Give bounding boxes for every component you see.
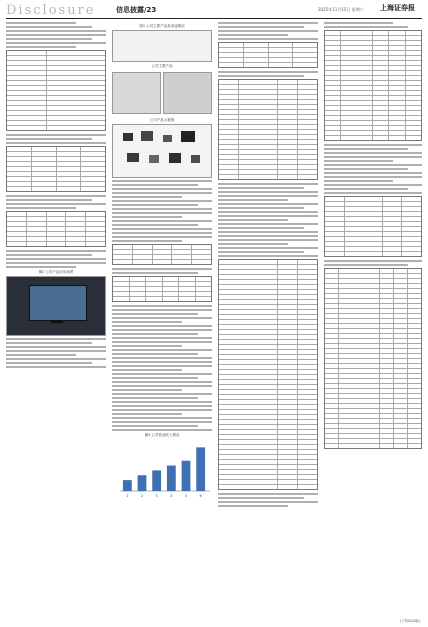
text-line (324, 176, 422, 178)
column-3 (218, 22, 318, 622)
text-line (112, 425, 198, 427)
product-image-1 (112, 30, 212, 62)
data-table (324, 30, 422, 141)
text-line (324, 22, 393, 24)
bar (196, 447, 205, 491)
text-line (112, 337, 212, 339)
text-line (218, 239, 318, 241)
text-line (112, 188, 212, 190)
text-line (6, 350, 106, 352)
text-line (6, 338, 106, 340)
text-line (112, 184, 198, 186)
page-header (0, 0, 428, 18)
product-image-3 (163, 72, 212, 114)
text-line (112, 313, 198, 315)
text-line (6, 46, 76, 48)
text-line (6, 250, 106, 252)
text-line (218, 199, 288, 201)
data-table (324, 268, 422, 449)
text-line (6, 199, 92, 201)
text-line (112, 413, 182, 415)
data-table (6, 146, 106, 192)
bar (182, 461, 191, 491)
text-line (112, 429, 212, 431)
text-line (6, 26, 92, 28)
figure-caption: 公司产品示意图 (149, 118, 175, 122)
text-line (6, 195, 106, 197)
text-line (324, 188, 408, 190)
data-table (218, 259, 318, 490)
bar (123, 480, 132, 491)
text-line (218, 26, 304, 28)
text-line (112, 321, 182, 323)
data-table (6, 211, 106, 247)
text-line (112, 305, 212, 307)
column-2 (112, 22, 212, 622)
text-line (112, 196, 182, 198)
text-line (112, 365, 212, 367)
product-image-2 (112, 72, 161, 114)
text-line (112, 180, 212, 182)
text-line (6, 258, 106, 260)
text-line (112, 393, 212, 395)
text-line (112, 369, 182, 371)
text-line (112, 268, 212, 270)
text-line (6, 134, 106, 136)
text-line (112, 208, 212, 210)
text-line (112, 421, 212, 423)
text-line (6, 354, 76, 356)
tv-screen (29, 285, 87, 321)
text-line (112, 317, 212, 319)
text-line (6, 38, 92, 40)
text-line (112, 377, 198, 379)
x-tick-label: 3 (155, 494, 158, 498)
text-line (6, 30, 106, 32)
text-line (218, 203, 318, 205)
text-line (112, 353, 198, 355)
text-line (324, 152, 422, 154)
continued-note: (下转B24版) (399, 619, 420, 623)
text-line (112, 345, 182, 347)
bar-chart (112, 439, 212, 499)
text-line (218, 75, 304, 77)
text-line (112, 417, 212, 419)
chip-shape (141, 131, 153, 141)
data-table (218, 79, 318, 180)
chip-shape (191, 155, 200, 163)
text-line (6, 342, 92, 344)
text-line (218, 251, 304, 253)
text-line (112, 204, 198, 206)
text-line (112, 329, 212, 331)
text-line (6, 366, 106, 368)
chip-shape (123, 133, 133, 141)
text-line (324, 26, 408, 28)
text-line (218, 505, 288, 507)
text-line (218, 207, 304, 209)
text-line (218, 215, 318, 217)
text-line (6, 254, 92, 256)
text-line (218, 22, 318, 24)
text-line (218, 38, 318, 40)
chip-shape (149, 155, 159, 163)
text-line (218, 235, 318, 237)
text-line (112, 192, 212, 194)
text-line (112, 309, 212, 311)
text-line (218, 219, 288, 221)
chips-image (112, 124, 212, 178)
x-tick-label: 2 (140, 494, 144, 498)
text-line (324, 160, 393, 162)
text-line (112, 349, 212, 351)
text-line (218, 211, 318, 213)
issue-date: 2025年11月15日 星期六 (318, 7, 364, 12)
text-line (324, 168, 408, 170)
x-tick-label: 5 (184, 494, 188, 498)
column-1 (6, 22, 106, 622)
bar (167, 466, 176, 491)
figure-caption: 公司主要产品 (151, 64, 173, 68)
text-line (6, 203, 106, 205)
text-line (6, 362, 92, 364)
text-line (112, 333, 198, 335)
text-line (112, 389, 182, 391)
text-line (218, 187, 304, 189)
data-table (218, 42, 318, 68)
text-line (218, 30, 318, 32)
bar (152, 470, 161, 491)
text-line (324, 164, 422, 166)
data-table (112, 244, 212, 265)
text-line (324, 172, 422, 174)
tv-stand (51, 320, 63, 323)
text-line (112, 357, 212, 359)
header-rule (6, 18, 422, 19)
text-line (112, 381, 212, 383)
figure-caption: 图3 公司营业收入情况 (144, 433, 180, 437)
text-line (218, 183, 318, 185)
text-line (218, 71, 318, 73)
text-line (6, 142, 106, 144)
text-line (324, 192, 422, 194)
brand-title: Disclosure (6, 3, 96, 18)
chip-shape (169, 153, 181, 163)
text-line (112, 272, 198, 274)
x-tick-label: 6 (199, 494, 202, 498)
text-line (218, 195, 318, 197)
text-line (112, 325, 212, 327)
chip-shape (163, 135, 172, 142)
x-tick-label: 4 (170, 494, 173, 498)
text-line (112, 397, 198, 399)
text-line (218, 231, 318, 233)
text-line (324, 264, 408, 266)
text-line (218, 497, 304, 499)
text-line (112, 236, 212, 238)
text-line (112, 228, 212, 230)
data-table (324, 196, 422, 257)
text-line (218, 243, 288, 245)
product-image-row (112, 70, 212, 116)
text-line (112, 361, 212, 363)
text-line (6, 207, 76, 209)
text-line (112, 224, 198, 226)
figure-caption: 图1 公司主要产品及用途情况 (139, 24, 185, 28)
newspaper-name: 上海证券报 (380, 3, 415, 12)
section-title: 信息披露/23 (116, 6, 157, 14)
text-line (6, 22, 76, 24)
text-line (112, 405, 212, 407)
text-line (218, 255, 318, 257)
text-line (6, 358, 106, 360)
x-tick-label: 1 (126, 494, 129, 498)
text-line (218, 247, 318, 249)
text-line (112, 200, 212, 202)
text-line (112, 385, 212, 387)
text-line (218, 34, 288, 36)
text-line (6, 346, 106, 348)
chip-shape (181, 131, 195, 142)
figure-caption: 图2 公司产品应用场景 (38, 270, 74, 274)
text-line (112, 401, 212, 403)
text-line (324, 260, 422, 262)
text-line (112, 240, 182, 242)
text-line (112, 232, 212, 234)
text-line (218, 501, 318, 503)
text-line (112, 341, 212, 343)
text-line (112, 212, 212, 214)
text-line (112, 216, 182, 218)
text-line (6, 34, 106, 36)
text-line (112, 409, 212, 411)
text-line (324, 144, 422, 146)
text-line (324, 180, 393, 182)
text-line (112, 373, 212, 375)
text-line (6, 138, 92, 140)
text-line (218, 493, 318, 495)
text-line (324, 148, 408, 150)
column-4 (324, 22, 422, 622)
text-line (324, 184, 422, 186)
info-table (6, 50, 106, 131)
text-line (6, 262, 106, 264)
text-line (218, 191, 318, 193)
text-line (112, 220, 212, 222)
text-line (6, 266, 76, 268)
text-line (324, 156, 422, 158)
chip-shape (127, 153, 139, 162)
text-line (218, 223, 318, 225)
tv-image (6, 276, 106, 336)
bar (138, 475, 147, 491)
data-table (112, 276, 212, 302)
text-line (218, 227, 304, 229)
text-line (6, 42, 106, 44)
